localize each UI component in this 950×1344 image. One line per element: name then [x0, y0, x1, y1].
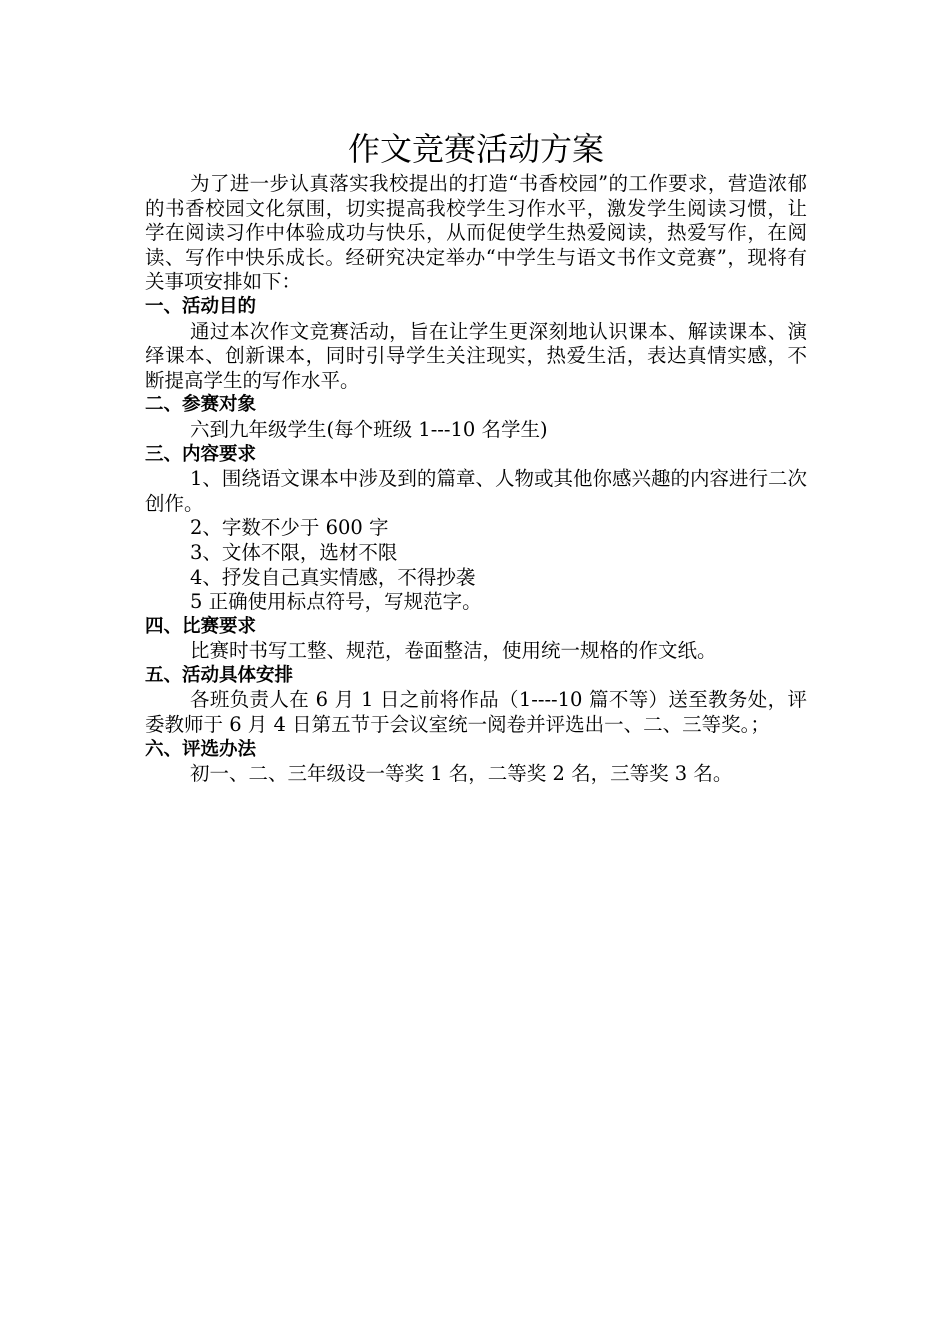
section-purpose: [145, 295, 807, 393]
section-paragraph: 各班负责人在 6 月 1 日之前将作品（1----10 篇不等）送至教务处，评委教师于 6 月 4 日第五节于会议室统一阅卷并评选出一、二、三等奖。；: [145, 688, 807, 737]
section-paragraph: 六到九年级学生(每个班级 1---10 名学生): [190, 417, 548, 441]
section-content-requirements: [145, 443, 807, 615]
section-heading: 五、活动具体安排: [145, 664, 294, 686]
requirement-item: 1、围绕语文课本中涉及到的篇章、人物或其他你感兴趣的内容进行二次创作。: [145, 467, 807, 515]
requirement-item: 4、抒发自己真实情感，不得抄袭: [190, 565, 476, 589]
section-heading: 四、比赛要求: [145, 615, 257, 637]
requirement-item: 5 正确使用标点符号，写规范字。: [190, 590, 482, 614]
requirement-item: 3、文体不限，选材不限: [190, 540, 398, 564]
requirement-item: 2、字数不少于 600 字: [190, 516, 389, 540]
section-paragraph: 比赛时书写工整、规范，卷面整洁，使用统一规格的作文纸。: [190, 639, 717, 663]
section-paragraph: 初一、二、三年级设一等奖 1 名，二等奖 2 名，三等奖 3 名。: [190, 762, 733, 786]
document-title: 作文竞赛活动方案: [347, 130, 604, 168]
section-competition-requirements: [145, 615, 807, 664]
section-heading: 一、活动目的: [145, 295, 257, 317]
section-heading: 二、参赛对象: [145, 394, 257, 416]
section-schedule: [145, 664, 807, 738]
section-participants: [145, 393, 807, 442]
section-heading: 六、评选办法: [145, 738, 257, 760]
intro-paragraph: 为了进一步认真落实我校提出的打造“书香校园”的工作要求，营造浓郁的书香校园文化氛围，切实提高我校学生习作水平，激发学生阅读习惯，让学在阅读习作中体验成功与快乐，从而促使学生热爱阅读，热爱写作，在阅读、写作中快乐成长。经研究决定举办“中学生与语文书作文竞赛”，现将有关事项安排如下：: [145, 172, 807, 294]
section-selection-method: [145, 738, 807, 787]
section-paragraph: 通过本次作文竞赛活动，旨在让学生更深刻地认识课本、解读课本、演绎课本、创新课本，同时引导学生关注现实，热爱生活，表达真情实感，不断提高学生的写作水平。: [145, 319, 807, 392]
section-heading: 三、内容要求: [145, 443, 257, 465]
document-page: [145, 126, 807, 787]
